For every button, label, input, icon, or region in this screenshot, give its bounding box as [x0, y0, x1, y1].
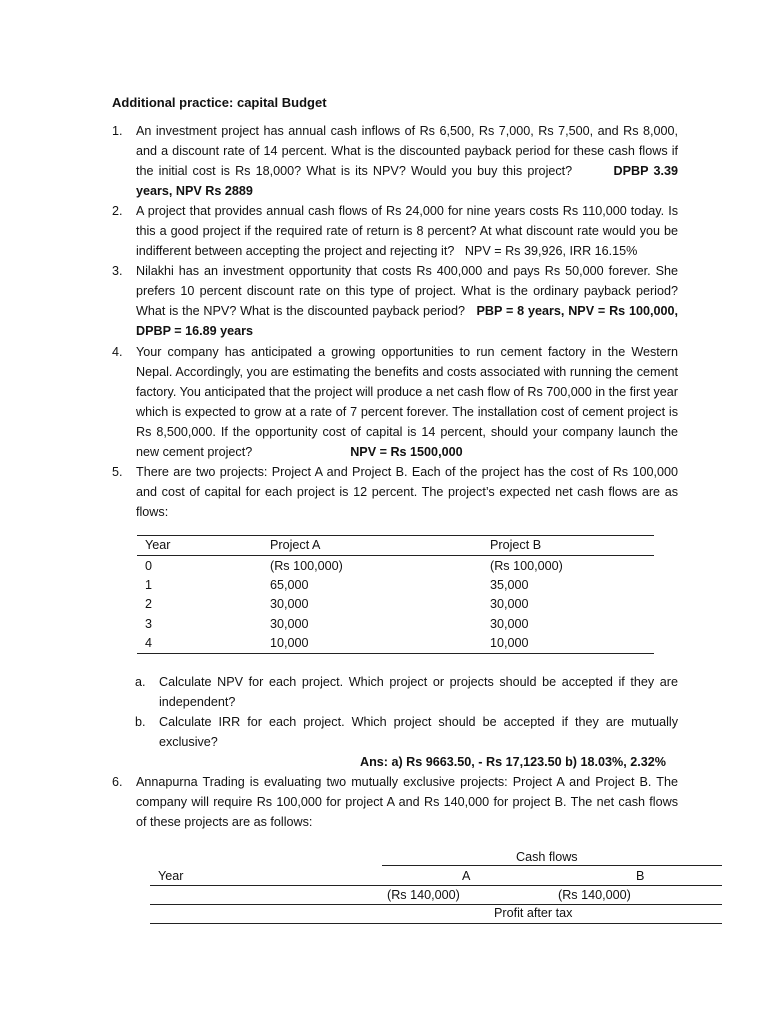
- sub-question-a: [135, 672, 678, 712]
- question-6: [112, 772, 678, 832]
- sub-question-text: Calculate IRR for each project. Which project should be accepted if they are mutually exclusive?: [159, 715, 678, 749]
- table-header-row: [137, 536, 654, 556]
- question-text: Your company has anticipated a growing opportunities to run cement factory in the Western Nepal. Accordingly, you are estimating the benefits and costs associated with running the cement factory. You anticipated that the project will produce a net cash flow of Rs 700,000 in the first year which is expected to grow at a rate of 7 percent forever. The installation cost of cement project is Rs 8,500,000. If the opportunity cost of capital is 14 percent, should your company launch the new cement project?: [136, 345, 678, 459]
- column-header-project-b: Project B: [490, 538, 542, 553]
- table-rule: [382, 865, 722, 866]
- answer: DPBP 3.39 years, NPV Rs 2889: [136, 164, 678, 198]
- table-cell: (Rs 140,000): [558, 888, 631, 902]
- question-number: 2.: [112, 204, 123, 218]
- answer: PBP = 8 years, NPV = Rs 100,000, DPBP = 16.89 years: [136, 304, 679, 338]
- table-rule: [150, 923, 722, 924]
- question-number: 4.: [112, 345, 123, 359]
- question-1: [112, 121, 678, 201]
- table-cell: 3: [145, 616, 153, 631]
- table-cell: 10,000: [490, 636, 529, 651]
- question-text: A project that provides annual cash flows of Rs 24,000 for nine years costs Rs 110,000 today. Is this a good project if the required rate of return is 8 percent? At what discount rate would you be indifferent between accepting the project and rejecting it?: [136, 204, 678, 258]
- table-cell: 1: [145, 577, 153, 592]
- column-group-header: Cash flows: [516, 850, 578, 864]
- question-2: [112, 201, 678, 261]
- question-5: [112, 462, 678, 522]
- table-cell: 30,000: [270, 597, 309, 612]
- question-text: Annapurna Trading is evaluating two mutually exclusive projects: Project A and Project B. The company will require Rs 100,000 for project A and Rs 140,000 for project B. The net cash flows of these projects are as follows:: [136, 775, 678, 829]
- sub-question-letter: a.: [135, 675, 146, 689]
- sub-question-text: Calculate NPV for each project. Which project or projects should be accepted if they are independent?: [159, 675, 678, 709]
- answer: NPV = Rs 39,926, IRR 16.15%: [464, 244, 638, 258]
- question-number: 3.: [112, 264, 123, 278]
- question-4: [112, 342, 678, 462]
- question-number: 1.: [112, 124, 123, 138]
- table-cell: Profit after tax: [494, 906, 573, 920]
- question-text: An investment project has annual cash inflows of Rs 6,500, Rs 7,000, Rs 7,500, and Rs 8,000, and a discount rate of 14 percent. What is the discounted payback period for these cash flows if the initial cost is Rs 18,000? What is its NPV? Would you buy this project?: [136, 124, 678, 178]
- table-row: [137, 615, 654, 634]
- sub-question-b: [135, 712, 678, 752]
- table-cell: (Rs 140,000): [387, 888, 460, 902]
- table-rule: [150, 904, 722, 905]
- column-header-b: B: [636, 869, 645, 883]
- table-cell: 30,000: [490, 597, 529, 612]
- table-cell: 2: [145, 597, 153, 612]
- table-row: [137, 576, 654, 595]
- question-number: 6.: [112, 775, 123, 789]
- table-cell: (Rs 100,000): [270, 558, 343, 573]
- column-header-year: Year: [158, 869, 184, 883]
- column-header-year: Year: [145, 538, 171, 553]
- question-number: 5.: [112, 465, 123, 479]
- table-cell: 30,000: [490, 616, 529, 631]
- table-cell: 4: [145, 636, 153, 651]
- answer: NPV = Rs 1500,000: [350, 445, 463, 459]
- table-cell: 30,000: [270, 616, 309, 631]
- page-title: Additional practice: capital Budget: [112, 95, 327, 110]
- table-row: [137, 634, 654, 654]
- project-cash-flow-table: [137, 535, 654, 654]
- question-text: There are two projects: Project A and Project B. Each of the project has the cost of Rs 100,000 and cost of capital for each project is 12 percent. The project’s expected net cash flows are as flows:: [136, 465, 678, 519]
- answer: Ans: a) Rs 9663.50, - Rs 17,123.50 b) 18.03%, 2.32%: [360, 755, 666, 769]
- table-cell: 10,000: [270, 636, 309, 651]
- table-cell: 35,000: [490, 577, 529, 592]
- table-row: [137, 556, 654, 576]
- column-header-a: A: [462, 869, 471, 883]
- question-text: Nilakhi has an investment opportunity that costs Rs 400,000 and pays Rs 50,000 forever. She prefers 10 percent discount rate on this type of project. What is the ordinary payback period? What is the NPV? What is the discounted payback period?: [136, 264, 678, 318]
- table-row: [137, 595, 654, 614]
- column-header-project-a: Project A: [270, 538, 321, 553]
- table-cell: (Rs 100,000): [490, 558, 563, 573]
- table-cell: 65,000: [270, 577, 309, 592]
- question-3: [112, 261, 678, 341]
- sub-question-letter: b.: [135, 715, 146, 729]
- table-cell: 0: [145, 558, 153, 573]
